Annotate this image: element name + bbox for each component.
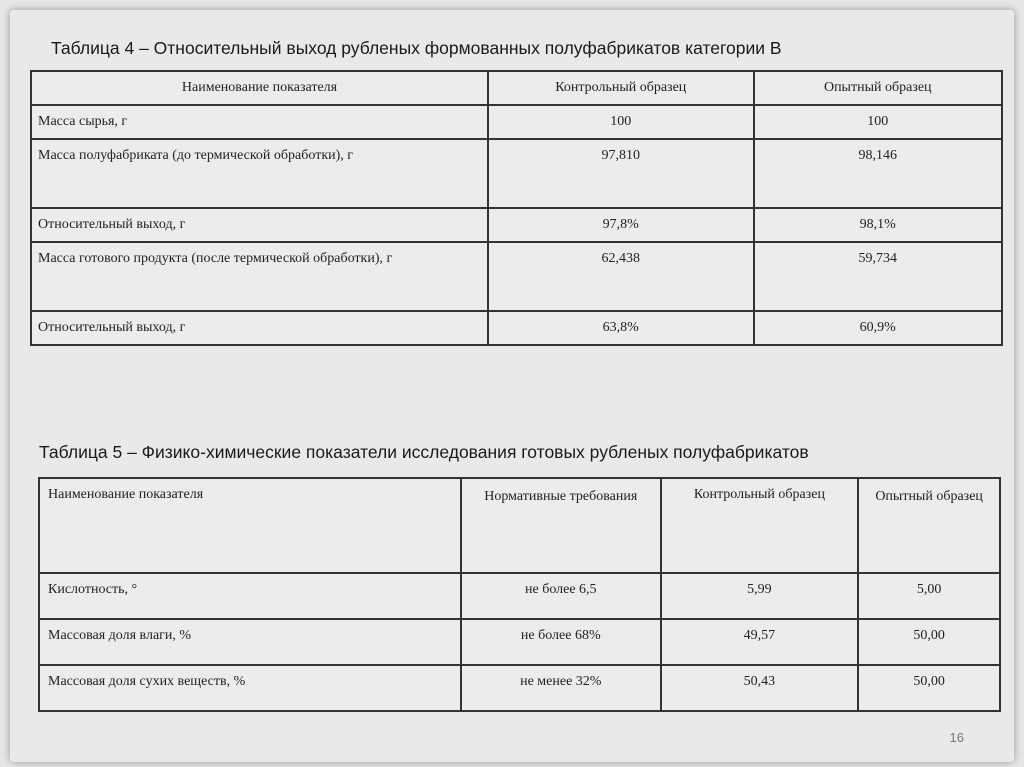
cell-value: не более 6,5 bbox=[461, 573, 661, 619]
table-row bbox=[39, 619, 1000, 665]
cell-value: 60,9% bbox=[754, 311, 1003, 345]
table4 bbox=[30, 70, 1003, 346]
row-label: Массовая доля сухих веществ, % bbox=[39, 665, 461, 711]
cell-value: 98,146 bbox=[754, 139, 1003, 208]
table-row bbox=[39, 573, 1000, 619]
cell-value: не более 68% bbox=[461, 619, 661, 665]
cell-value: 5,00 bbox=[858, 573, 1000, 619]
cell-value: 49,57 bbox=[661, 619, 859, 665]
cell-value: 100 bbox=[754, 105, 1003, 139]
row-label: Массовая доля влаги, % bbox=[39, 619, 461, 665]
cell-value: 5,99 bbox=[661, 573, 859, 619]
table-row bbox=[31, 105, 1002, 139]
page-number: 16 bbox=[949, 730, 964, 745]
header-cell: Опытный образец bbox=[754, 71, 1003, 105]
cell-value: 50,00 bbox=[858, 665, 1000, 711]
table-row bbox=[39, 665, 1000, 711]
table5 bbox=[38, 477, 1001, 712]
table-row bbox=[31, 139, 1002, 208]
row-label: Кислотность, ° bbox=[39, 573, 461, 619]
table-row bbox=[31, 311, 1002, 345]
row-label: Масса сырья, г bbox=[31, 105, 488, 139]
cell-value: 50,00 bbox=[858, 619, 1000, 665]
cell-value: 50,43 bbox=[661, 665, 859, 711]
cell-value: 63,8% bbox=[488, 311, 753, 345]
header-cell: Наименование показателя bbox=[31, 71, 488, 105]
header-cell: Наименование показателя bbox=[39, 478, 461, 573]
cell-value: 97,8% bbox=[488, 208, 753, 242]
cell-value: 100 bbox=[488, 105, 753, 139]
cell-value: не менее 32% bbox=[461, 665, 661, 711]
cell-value: 59,734 bbox=[754, 242, 1003, 311]
table5-title: Таблица 5 – Физико-химические показатели исследования готовых рубленых полуфабрикатов bbox=[39, 442, 809, 462]
header-cell: Контрольный образец bbox=[661, 478, 859, 573]
table-row bbox=[31, 242, 1002, 311]
row-label: Относительный выход, г bbox=[31, 311, 488, 345]
table-header-row bbox=[31, 71, 1002, 105]
row-label: Масса полуфабриката (до термической обработки), г bbox=[31, 139, 488, 208]
row-label: Масса готового продукта (после термической обработки), г bbox=[31, 242, 488, 311]
cell-value: 62,438 bbox=[488, 242, 753, 311]
cell-value: 98,1% bbox=[754, 208, 1003, 242]
cell-value: 97,810 bbox=[488, 139, 753, 208]
table-header-row bbox=[39, 478, 1000, 573]
row-label: Относительный выход, г bbox=[31, 208, 488, 242]
header-cell: Нормативные требования bbox=[461, 478, 661, 573]
table4-title: Таблица 4 – Относительный выход рубленых формованных полуфабрикатов категории В bbox=[51, 38, 782, 58]
header-cell: Контрольный образец bbox=[488, 71, 753, 105]
table-row bbox=[31, 208, 1002, 242]
header-cell: Опытный образец bbox=[858, 478, 1000, 573]
